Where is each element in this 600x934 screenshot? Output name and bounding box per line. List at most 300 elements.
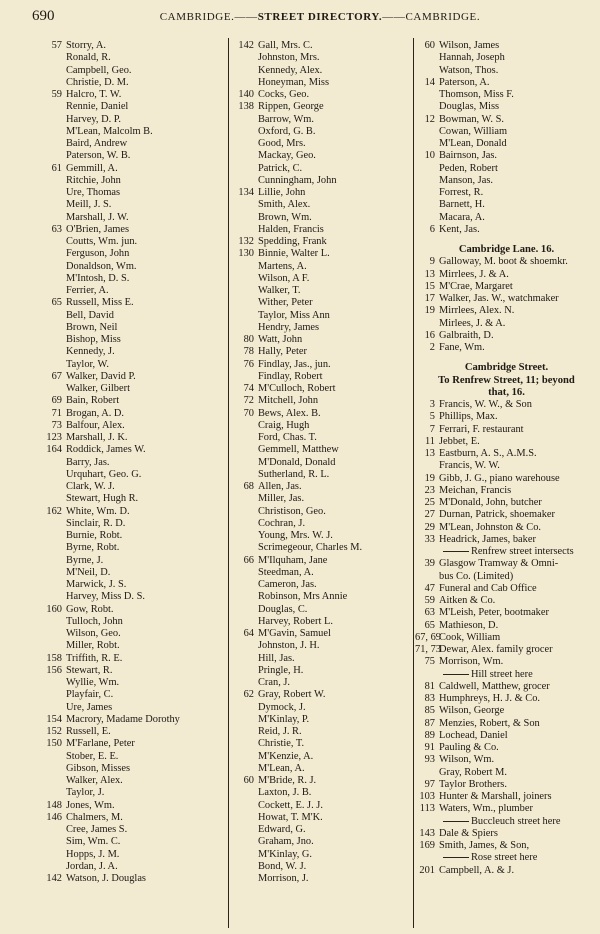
- resident-name: Stewart, Hugh R.: [66, 493, 139, 505]
- resident-name: Aitken & Co.: [439, 595, 496, 606]
- resident-name: Roddick, James W.: [66, 444, 146, 456]
- house-number: 16: [424, 329, 435, 341]
- resident-name: M'Kinlay, P.: [258, 713, 310, 725]
- resident-name: Gemmill, A.: [66, 162, 118, 174]
- running-head-right: CAMBRIDGE.: [405, 11, 481, 23]
- resident-name: M'Lean, A.: [258, 762, 305, 774]
- house-number: 59: [51, 89, 62, 100]
- resident-name: Ferrari, F. restaurant: [439, 423, 524, 435]
- resident-name: Walker, David P.: [66, 370, 136, 382]
- resident-name: Paterson, A.: [439, 76, 490, 88]
- directory-entry: [230, 395, 413, 407]
- house-number: 60: [243, 775, 254, 786]
- resident-name: Binnie, Walter L.: [258, 248, 330, 260]
- resident-name: Durnan, Patrick, shoemaker: [439, 509, 555, 521]
- resident-name: Cocks, Geo.: [258, 89, 310, 100]
- directory-entry: [38, 763, 228, 775]
- directory-entry: [415, 89, 598, 101]
- resident-name: Findlay, Jas., jun.: [258, 358, 331, 370]
- directory-entry: [415, 828, 598, 840]
- resident-name: Bain, Robert: [66, 395, 120, 407]
- directory-entry: [38, 89, 228, 101]
- directory-entry: [415, 632, 598, 644]
- directory-entry: [230, 65, 413, 77]
- resident-name: Halden, Francis: [258, 223, 324, 235]
- resident-name: Clark, W. J.: [66, 481, 115, 492]
- directory-entry: [415, 150, 598, 162]
- resident-name: Ferguson, John: [66, 248, 130, 260]
- resident-name: Harvey, Robert L.: [258, 615, 333, 627]
- house-number: 61: [51, 162, 62, 174]
- directory-entry: [230, 555, 413, 567]
- resident-name: Wilson, George: [439, 705, 505, 717]
- resident-name: Chalmers, M.: [66, 811, 123, 823]
- resident-name: Burnie, Robt.: [66, 530, 123, 541]
- directory-entry: [230, 383, 413, 395]
- house-number: 160: [46, 603, 62, 615]
- directory-entry: [230, 628, 413, 640]
- resident-name: Macara, A.: [439, 211, 485, 223]
- resident-name: Douglas, C.: [258, 603, 308, 615]
- resident-name: Ritchie, John: [66, 174, 121, 186]
- resident-name: M'Ilquham, Jane: [258, 554, 328, 566]
- resident-name: Campbell, Geo.: [66, 64, 132, 76]
- directory-entry: [230, 469, 413, 481]
- resident-name: White, Wm. D.: [66, 505, 130, 517]
- resident-name: Brogan, A. D.: [66, 407, 125, 419]
- resident-name: Harvey, D. P.: [66, 113, 122, 125]
- house-number: 69: [51, 395, 62, 407]
- resident-name: Miller, Jas.: [258, 493, 305, 505]
- directory-entry: [415, 558, 598, 570]
- resident-name: Taylor, Miss Ann: [258, 309, 330, 321]
- directory-entry: [415, 534, 598, 546]
- directory-entry: [415, 187, 598, 199]
- column-rule: [228, 38, 229, 928]
- directory-entry: [230, 408, 413, 420]
- directory-entry: [230, 775, 413, 787]
- directory-entry: [415, 791, 598, 803]
- directory-entry: [415, 693, 598, 705]
- resident-name: Mackay, Geo.: [258, 150, 316, 162]
- resident-name: Spedding, Frank: [258, 236, 327, 247]
- resident-name: Honeyman, Miss: [258, 76, 329, 88]
- column-rule: [413, 38, 414, 928]
- directory-entry: [230, 873, 413, 885]
- directory-entry: [230, 726, 413, 738]
- house-number: 63: [424, 607, 435, 619]
- directory-entry: [415, 256, 598, 268]
- resident-name: Hill, Jas.: [258, 652, 295, 664]
- directory-entry: [230, 212, 413, 224]
- resident-name: Barnett, H.: [439, 199, 485, 211]
- directory-entry: [230, 542, 413, 554]
- resident-name: Watt, John: [258, 334, 303, 345]
- house-number: 62: [243, 689, 254, 701]
- resident-name: Ure, Thomas: [66, 187, 121, 198]
- directory-entry: [230, 591, 413, 603]
- directory-entry: [38, 334, 228, 346]
- resident-name: Wither, Peter: [258, 297, 313, 309]
- resident-name: Galloway, M. boot & shoemkr.: [439, 256, 568, 268]
- directory-entry: [38, 310, 228, 322]
- resident-name: Edward, G.: [258, 824, 306, 835]
- resident-name: Ure, James: [66, 701, 113, 713]
- directory-entry: [38, 383, 228, 395]
- resident-name: bus Co. (Limited): [439, 570, 514, 582]
- directory-entry: [38, 726, 228, 738]
- directory-entry: [230, 334, 413, 346]
- resident-name: Hendry, James: [258, 321, 320, 333]
- resident-name: Mitchell, John: [258, 395, 319, 407]
- resident-name: Taylor Brothers.: [439, 778, 507, 790]
- resident-name: Gow, Robt.: [66, 603, 114, 615]
- resident-name: Rennie, Daniel: [66, 101, 129, 113]
- directory-entry: [230, 114, 413, 126]
- directory-entry: [230, 101, 413, 113]
- resident-name: Christie, D. M.: [66, 76, 129, 88]
- resident-name: M'Leish, Peter, bootmaker: [439, 607, 549, 619]
- resident-name: Christison, Geo.: [258, 505, 326, 517]
- directory-entry: [415, 644, 598, 656]
- directory-entry: [38, 444, 228, 456]
- directory-entry: [415, 730, 598, 742]
- resident-name: M'Neil, D.: [66, 566, 111, 578]
- directory-entry: [415, 803, 598, 815]
- resident-name: Gray, Robert W.: [258, 689, 326, 701]
- resident-name: M'Kenzie, A.: [258, 750, 314, 762]
- directory-entry: [38, 493, 228, 505]
- directory-entry: [230, 702, 413, 714]
- directory-entry: [38, 261, 228, 273]
- resident-name: Watson, Thos.: [439, 64, 499, 76]
- directory-entry: [230, 77, 413, 89]
- house-number: 39: [424, 558, 435, 570]
- directory-entry: [38, 775, 228, 787]
- directory-entry: [38, 248, 228, 260]
- directory-entry: [230, 481, 413, 493]
- directory-entry: [415, 101, 598, 113]
- directory-entry: [415, 754, 598, 766]
- house-number: 63: [51, 223, 62, 235]
- house-number: 91: [424, 742, 435, 753]
- directory-entry: [38, 873, 228, 885]
- directory-entry: [230, 126, 413, 138]
- column-1: [38, 40, 228, 885]
- resident-name: Brown, Neil: [66, 321, 118, 333]
- resident-name: Wilson, A F.: [258, 272, 310, 284]
- directory-entry: [38, 604, 228, 616]
- resident-name: Wilson, Wm.: [439, 754, 495, 766]
- resident-name: Glasgow Tramway & Omni-: [439, 558, 559, 570]
- directory-entry: [38, 371, 228, 383]
- resident-name: Byrne, Robt.: [66, 542, 120, 554]
- house-number: 9: [429, 256, 435, 268]
- resident-name: Campbell, A. & J.: [439, 864, 515, 876]
- directory-entry: [230, 236, 413, 248]
- directory-entry: [230, 224, 413, 236]
- directory-entry: [38, 518, 228, 530]
- directory-entry: [415, 330, 598, 342]
- house-number: 65: [424, 619, 435, 631]
- directory-entry: [415, 460, 598, 472]
- directory-entry: [38, 408, 228, 420]
- house-number: 13: [424, 268, 435, 280]
- directory-entry: [38, 567, 228, 579]
- house-number: 132: [238, 236, 254, 247]
- house-number: 6: [429, 223, 435, 235]
- house-number: 59: [424, 595, 435, 606]
- directory-entry: [230, 187, 413, 199]
- directory-entry: [38, 542, 228, 554]
- resident-name: Macrory, Madame Dorothy: [66, 713, 180, 725]
- directory-entry: [230, 444, 413, 456]
- house-number: 142: [238, 40, 254, 51]
- house-number: 66: [243, 554, 254, 566]
- house-number: 72: [243, 395, 254, 407]
- directory-entry: [230, 849, 413, 861]
- house-number: 70: [243, 407, 254, 419]
- running-head-left: CAMBRIDGE.: [159, 11, 235, 23]
- directory-entry: [415, 767, 598, 779]
- section-heading-cambridge-lane: Cambridge Lane. 16.: [458, 244, 555, 255]
- house-number: 113: [419, 803, 435, 815]
- resident-name: Christie, T.: [258, 738, 305, 750]
- house-number: 148: [46, 799, 62, 811]
- directory-entry: [38, 714, 228, 726]
- resident-name: Allen, Jas.: [258, 481, 302, 492]
- directory-entry: [38, 297, 228, 309]
- directory-entry: [230, 579, 413, 591]
- resident-name: Manson, Jas.: [439, 174, 493, 186]
- resident-name: Morrison, J.: [258, 873, 309, 884]
- house-number: 83: [424, 693, 435, 704]
- house-number: 29: [424, 521, 435, 533]
- resident-name: Sim, Wm. C.: [66, 836, 121, 848]
- resident-name: Findlay, Robert: [258, 370, 323, 382]
- resident-name: Brown, Wm.: [258, 211, 312, 223]
- house-number: 87: [424, 717, 435, 729]
- directory-entry: [415, 212, 598, 224]
- directory-entry: [38, 677, 228, 689]
- house-number: 14: [424, 76, 435, 88]
- resident-name: Sutherland, R. L.: [258, 468, 330, 480]
- house-number: 71: [51, 407, 62, 419]
- directory-entry: [38, 395, 228, 407]
- directory-entry: [415, 656, 598, 668]
- directory-entry: [38, 457, 228, 469]
- directory-entry: [415, 779, 598, 791]
- running-head-center: STREET DIRECTORY.: [257, 11, 383, 23]
- directory-entry: [230, 199, 413, 211]
- directory-entry: [415, 281, 598, 293]
- resident-name: Sinclair, R. D.: [66, 517, 126, 529]
- resident-name: Dewar, Alex. family grocer: [439, 644, 553, 655]
- resident-name: Jones, Wm.: [66, 799, 115, 811]
- resident-name: Lochead, Daniel: [439, 729, 508, 741]
- resident-name: Menzies, Robert, & Son: [439, 717, 540, 729]
- resident-name: Barrow, Wm.: [258, 113, 314, 125]
- resident-name: M'Donald, Donald: [258, 456, 336, 468]
- resident-name: Russell, Miss E.: [66, 297, 134, 309]
- directory-entry: [230, 261, 413, 273]
- resident-name: Cowan, William: [439, 125, 508, 137]
- resident-name: Harvey, Miss D. S.: [66, 591, 145, 603]
- directory-entry: [38, 359, 228, 371]
- cambridge-street-entries: [415, 399, 598, 877]
- house-number: 143: [419, 827, 435, 839]
- directory-entry: [415, 509, 598, 521]
- directory-entry: [38, 224, 228, 236]
- resident-name: Buccleuch street here: [471, 815, 561, 827]
- resident-name: Kent, Jas.: [439, 223, 480, 235]
- house-number: 71, 73: [415, 644, 441, 655]
- resident-name: Young, Mrs. W. J.: [258, 530, 333, 541]
- resident-name: Barry, Jas.: [66, 456, 110, 468]
- resident-name: Jebbet, E.: [439, 435, 480, 447]
- resident-name: Johnston, Mrs.: [258, 52, 320, 64]
- directory-entry: [230, 751, 413, 763]
- directory-entry: [38, 812, 228, 824]
- house-number: 130: [238, 248, 254, 260]
- resident-name: M'Lean, Johnston & Co.: [439, 521, 542, 533]
- page-header: [0, 8, 600, 30]
- resident-name: M'Crae, Margaret: [439, 280, 513, 292]
- directory-entry: [38, 236, 228, 248]
- house-number: 123: [46, 432, 62, 443]
- resident-name: Watson, J. Douglas: [66, 873, 146, 884]
- resident-name: Walker, Jas. W., watchmaker: [439, 293, 559, 304]
- resident-name: Laxton, J. B.: [258, 787, 312, 799]
- directory-entry: [230, 457, 413, 469]
- directory-entry: [415, 199, 598, 211]
- resident-name: Baird, Andrew: [66, 138, 128, 149]
- directory-entry: [230, 689, 413, 701]
- resident-name: Douglas, Miss: [439, 101, 500, 113]
- resident-name: Stober, E. E.: [66, 750, 119, 762]
- resident-name: Mirrlees, Alex. N.: [439, 305, 515, 317]
- directory-entry: [230, 493, 413, 505]
- resident-name: M'Culloch, Robert: [258, 383, 336, 394]
- directory-entry: [38, 432, 228, 444]
- house-number: 47: [424, 582, 435, 594]
- directory-entry: [230, 346, 413, 358]
- resident-name: Waters, Wm., plumber: [439, 803, 533, 815]
- resident-name: Paterson, W. B.: [66, 150, 131, 162]
- directory-entry: [230, 371, 413, 383]
- directory-entry: [230, 40, 413, 52]
- spacer: [415, 236, 598, 244]
- directory-entry: [415, 620, 598, 632]
- directory-entry: [38, 665, 228, 677]
- directory-entry: [230, 677, 413, 689]
- column-3: [415, 40, 598, 877]
- house-number: 150: [46, 738, 62, 750]
- house-number: 80: [243, 334, 254, 345]
- resident-name: Galbraith, D.: [439, 329, 494, 341]
- resident-name: Oxford, G. B.: [258, 125, 316, 137]
- resident-name: Marshall, J. K.: [66, 432, 128, 443]
- directory-entry: [38, 273, 228, 285]
- directory-entry: [230, 812, 413, 824]
- directory-entry: [38, 77, 228, 89]
- resident-name: Kennedy, Alex.: [258, 64, 323, 76]
- resident-name: Bond, W. J.: [258, 860, 307, 872]
- resident-name: Phillips, Max.: [439, 411, 498, 423]
- resident-name: Jordan, J. A.: [66, 860, 118, 872]
- directory-entry: [415, 840, 598, 852]
- resident-name: Ferrier, A.: [66, 285, 109, 296]
- resident-name: Cook, William: [439, 631, 501, 643]
- house-number: 19: [424, 472, 435, 484]
- directory-entry: [38, 187, 228, 199]
- resident-name: Halcro, T. W.: [66, 89, 122, 100]
- column-2: [230, 40, 413, 885]
- directory-entry: [230, 738, 413, 750]
- directory-entry: [415, 448, 598, 460]
- directory-entry: [415, 52, 598, 64]
- directory-entry: [38, 616, 228, 628]
- resident-name: Cran, J.: [258, 677, 291, 688]
- resident-name: M'Intosh, D. S.: [66, 272, 130, 284]
- directory-entry: [415, 607, 598, 619]
- directory-entry: [415, 485, 598, 497]
- directory-entry: [38, 285, 228, 297]
- street-intersection-note: [415, 546, 598, 558]
- directory-entry: [38, 101, 228, 113]
- directory-entry: [38, 555, 228, 567]
- directory-entry: [38, 824, 228, 836]
- resident-name: Hunter & Marshall, joiners: [439, 791, 552, 802]
- house-number: 75: [424, 656, 435, 668]
- directory-entry: [230, 506, 413, 518]
- directory-entry: [38, 346, 228, 358]
- resident-name: Fane, Wm.: [439, 342, 485, 353]
- resident-name: Renfrew street intersects: [471, 546, 574, 557]
- house-number: 2: [429, 342, 435, 353]
- directory-entry: [415, 595, 598, 607]
- directory-entry: [38, 126, 228, 138]
- resident-name: Humphreys, H. J. & Co.: [439, 693, 541, 704]
- directory-entry: [38, 212, 228, 224]
- directory-entry: [38, 751, 228, 763]
- directory-entry: [415, 571, 598, 583]
- directory-entry: [230, 297, 413, 309]
- directory-entry: [415, 742, 598, 754]
- directory-entry: [38, 65, 228, 77]
- directory-entry: [230, 800, 413, 812]
- resident-name: Hopps, J. M.: [66, 848, 120, 860]
- directory-entry: [38, 199, 228, 211]
- resident-name: Urquhart, Geo. G.: [66, 468, 142, 480]
- resident-name: Meichan, Francis: [439, 484, 512, 496]
- directory-entry: [230, 665, 413, 677]
- resident-name: Triffith, R. E.: [66, 652, 123, 664]
- resident-name: Pauling & Co.: [439, 742, 499, 753]
- directory-entry: [230, 640, 413, 652]
- directory-entry: [38, 800, 228, 812]
- directory-entry: [415, 424, 598, 436]
- resident-name: Robinson, Mrs Annie: [258, 591, 348, 603]
- resident-name: Hannah, Joseph: [439, 52, 505, 64]
- resident-name: Cockett, E. J. J.: [258, 799, 323, 811]
- house-number: 12: [424, 113, 435, 125]
- directory-entry: [415, 126, 598, 138]
- resident-name: Cree, James S.: [66, 824, 128, 835]
- house-number: 60: [424, 40, 435, 51]
- house-number: 103: [419, 791, 435, 802]
- house-number: 156: [46, 664, 62, 676]
